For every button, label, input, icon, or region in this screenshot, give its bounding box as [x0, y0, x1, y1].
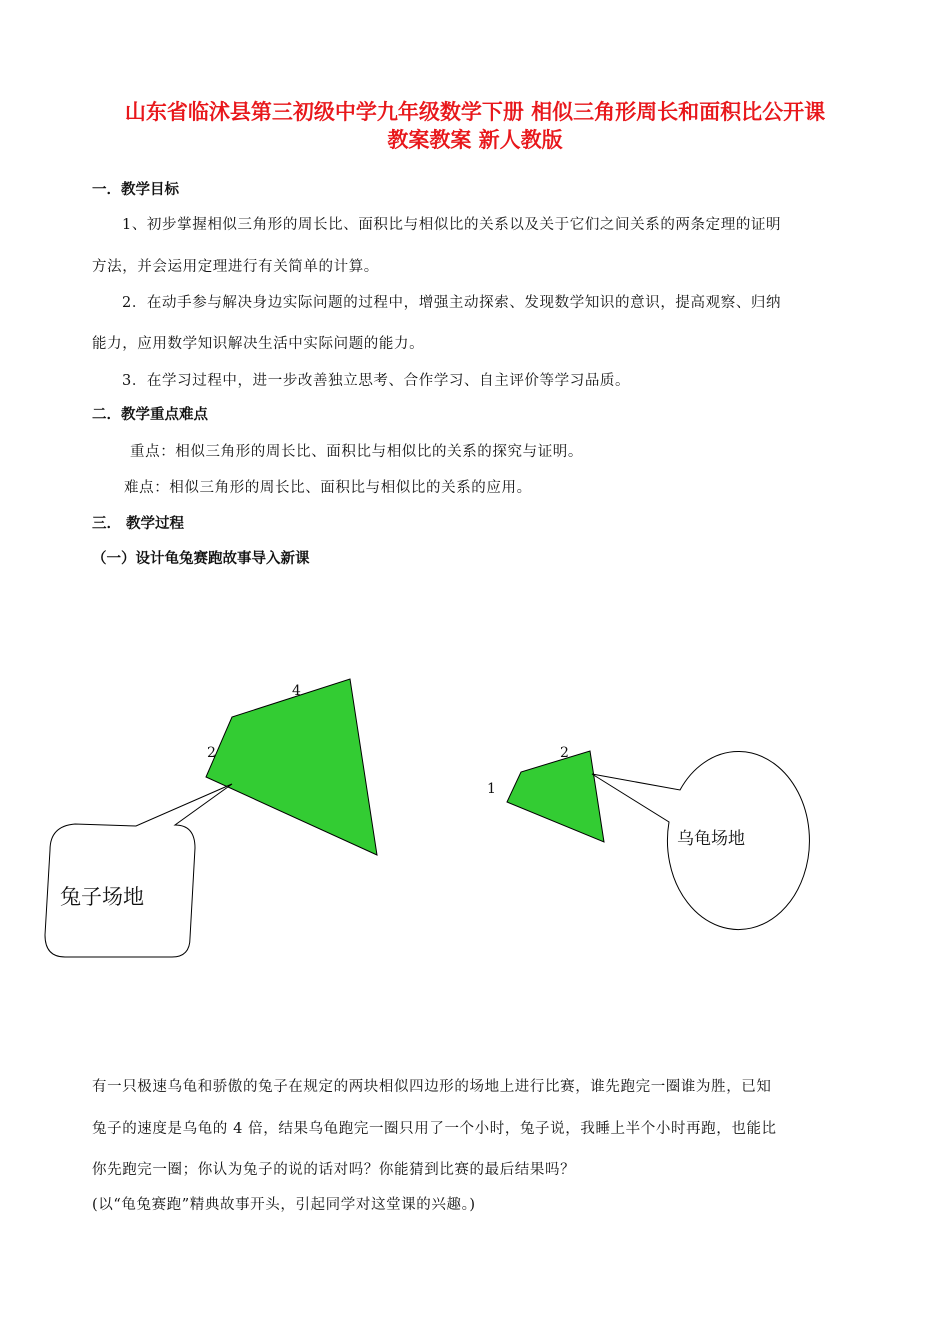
page-title-line1: 山东省临沭县第三初级中学九年级数学下册 相似三角形周长和面积比公开课: [124, 100, 826, 124]
section3-heading: 三． 教学过程: [92, 516, 185, 532]
section3-subheading: （一）设计龟兔赛跑故事导入新课: [92, 551, 310, 567]
goal3: 3．在学习过程中，进一步改善独立思考、合作学习、自主评价等学习品质。: [122, 373, 631, 389]
section1-heading: 一．教学目标: [92, 182, 179, 198]
turtle-field-label: 乌龟场地: [677, 829, 745, 849]
story-note: (以“龟兔赛跑”精典故事开头，引起同学对这堂课的兴趣。): [92, 1197, 476, 1213]
difficulty: 难点：相似三角形的周长比、面积比与相似比的关系的应用。: [124, 480, 532, 496]
big-side-top-label: 4: [292, 683, 301, 699]
small-side-top-label: 2: [560, 745, 569, 761]
story-line2: 兔子的速度是乌龟的 4 倍，结果乌龟跑完一圈只用了一个小时，兔子说，我睡上半个小时再跑，也能比: [92, 1121, 777, 1137]
small-side-left-label: 1: [487, 781, 496, 797]
section2-heading: 二．教学重点难点: [92, 407, 208, 423]
rabbit-field-label: 兔子场地: [60, 885, 144, 909]
goal1-line1: 1、初步掌握相似三角形的周长比、面积比与相似比的关系以及关于它们之间关系的两条定理的证明: [122, 217, 782, 233]
rabbit-callout: [45, 784, 232, 957]
story-line1: 有一只极速乌龟和骄傲的兔子在规定的两块相似四边形的场地上进行比赛，谁先跑完一圈谁为胜，已知: [92, 1079, 772, 1095]
story-line3: 你先跑完一圈；你认为兔子的说的话对吗？你能猜到比赛的最后结果吗？: [92, 1162, 576, 1178]
goal2-line2: 能力，应用数学知识解决生活中实际问题的能力。: [92, 336, 425, 352]
rabbit-field-shape: [206, 679, 377, 855]
goal1-line2: 方法，并会运用定理进行有关简单的计算。: [92, 259, 379, 275]
goal2-line1: 2．在动手参与解决身边实际问题的过程中，增强主动探索、发现数学知识的意识，提高观察、归纳: [122, 295, 782, 311]
big-side-left-label: 2: [207, 745, 216, 761]
turtle-field-shape: [507, 751, 604, 842]
page-title-line2: 教案教案 新人教版: [387, 128, 563, 152]
key-point: 重点：相似三角形的周长比、面积比与相似比的关系的探究与证明。: [130, 444, 583, 460]
